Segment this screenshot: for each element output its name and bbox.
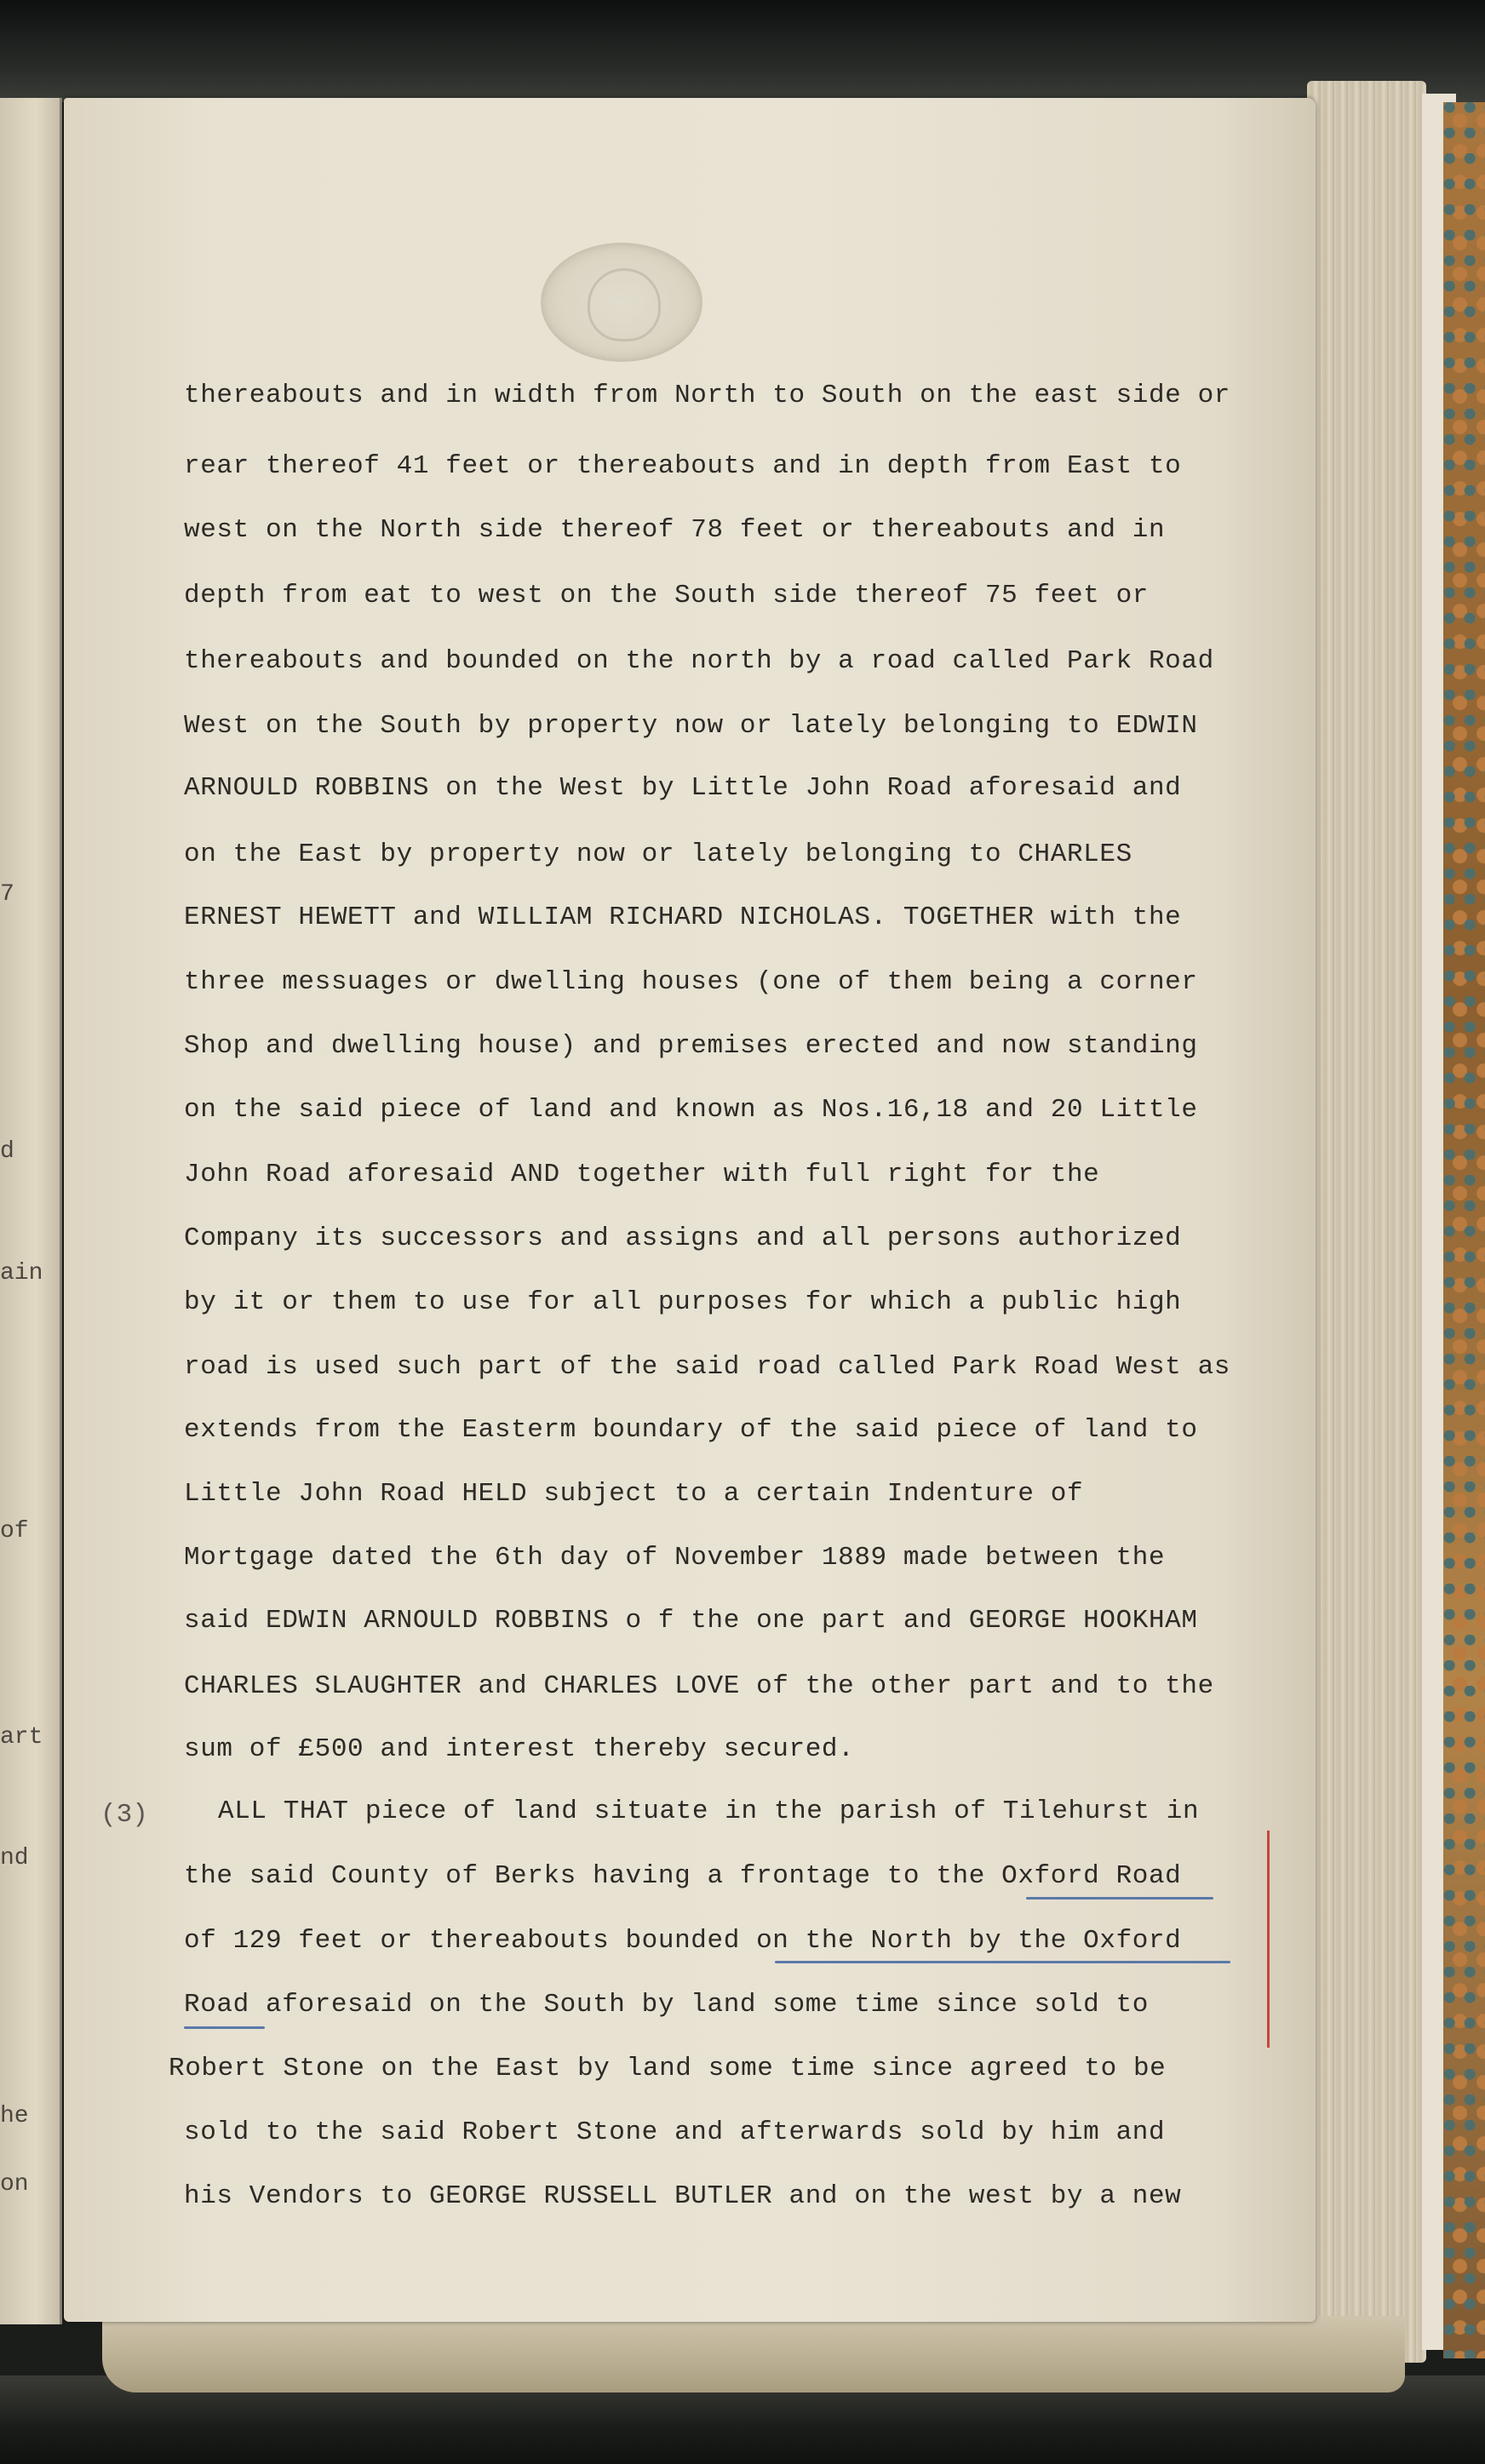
embossed-seal-icon bbox=[541, 243, 702, 362]
text-line: rear thereof 41 feet or thereabouts and in depth from East to bbox=[184, 451, 1182, 481]
text-line: thereabouts and bounded on the north by a road called Park Road bbox=[184, 646, 1214, 676]
facing-page-fragment: of bbox=[0, 1518, 29, 1544]
text-line: said EDWIN ARNOULD ROBBINS o f the one part and GEORGE HOOKHAM bbox=[184, 1606, 1198, 1636]
text-line: Mortgage dated the 6th day of November 1889 made between the bbox=[184, 1543, 1166, 1573]
text-line: Little John Road HELD subject to a certain Indenture of bbox=[184, 1479, 1084, 1509]
text-line: on the East by property now or lately belonging to CHARLES bbox=[184, 839, 1132, 869]
page-stack-edge bbox=[1307, 81, 1426, 2363]
facing-page-fragment: on bbox=[0, 2171, 29, 2198]
text-line: of 129 feet or thereabouts bounded on the North by the Oxford bbox=[184, 1926, 1182, 1956]
facing-page-fragment: he bbox=[0, 2103, 29, 2129]
text-line: three messuages or dwelling houses (one of them being a corner bbox=[184, 967, 1198, 997]
text-line: extends from the Easterm boundary of the said piece of land to bbox=[184, 1415, 1198, 1445]
pencil-underline bbox=[1026, 1897, 1213, 1900]
text-line: on the said piece of land and known as Nos.16,18 and 20 Little bbox=[184, 1095, 1198, 1125]
pencil-underline bbox=[184, 2026, 265, 2029]
text-line: ALL THAT piece of land situate in the parish of Tilehurst in bbox=[218, 1796, 1200, 1826]
text-line: sold to the said Robert Stone and afterwards sold by him and bbox=[184, 2117, 1166, 2147]
pencil-underline bbox=[775, 1961, 1230, 1963]
facing-page-fragment: d bbox=[0, 1138, 14, 1165]
text-line: ERNEST HEWETT and WILLIAM RICHARD NICHOLAS. TOGETHER with the bbox=[184, 903, 1182, 932]
text-line: road is used such part of the said road called Park Road West as bbox=[184, 1352, 1230, 1382]
text-line: his Vendors to GEORGE RUSSELL BUTLER and on the west by a new bbox=[184, 2181, 1182, 2211]
facing-page-fragment: art bbox=[0, 1724, 43, 1751]
facing-page-fragment: 7 bbox=[0, 881, 14, 908]
document-page bbox=[64, 98, 1316, 2322]
text-line: west on the North side thereof 78 feet or thereabouts and in bbox=[184, 515, 1166, 545]
text-line: by it or them to use for all purposes for which a public high bbox=[184, 1287, 1182, 1317]
text-line: sum of £500 and interest thereby secured. bbox=[184, 1734, 855, 1764]
text-line: Shop and dwelling house) and premises erected and now standing bbox=[184, 1031, 1198, 1061]
clause-number: (3) bbox=[100, 1800, 148, 1830]
text-line: ARNOULD ROBBINS on the West by Little John Road aforesaid and bbox=[184, 773, 1182, 803]
text-line: CHARLES SLAUGHTER and CHARLES LOVE of the other part and to the bbox=[184, 1671, 1214, 1701]
red-pencil-margin-mark bbox=[1267, 1831, 1270, 2048]
text-line: thereabouts and in width from North to South on the east side or bbox=[184, 381, 1230, 410]
marbled-endpaper bbox=[1443, 102, 1485, 2358]
text-line: West on the South by property now or lately belonging to EDWIN bbox=[184, 711, 1198, 741]
text-line: Road aforesaid on the South by land some time since sold to bbox=[184, 1990, 1149, 2020]
facing-page-fragment: nd bbox=[0, 1845, 29, 1871]
facing-page-fragment: ain bbox=[0, 1260, 43, 1286]
text-line: John Road aforesaid AND together with full right for the bbox=[184, 1160, 1100, 1189]
text-line: depth from eat to west on the South side thereof 75 feet or bbox=[184, 581, 1149, 610]
text-line: Robert Stone on the East by land some time since agreed to be bbox=[169, 2054, 1167, 2083]
book-binding-top bbox=[0, 0, 1485, 102]
facing-page-edge bbox=[0, 98, 62, 2324]
text-line: the said County of Berks having a frontage to the Oxford Road bbox=[184, 1861, 1182, 1891]
page-stack-bottom bbox=[102, 2316, 1405, 2392]
text-line: Company its successors and assigns and all persons authorized bbox=[184, 1223, 1182, 1253]
